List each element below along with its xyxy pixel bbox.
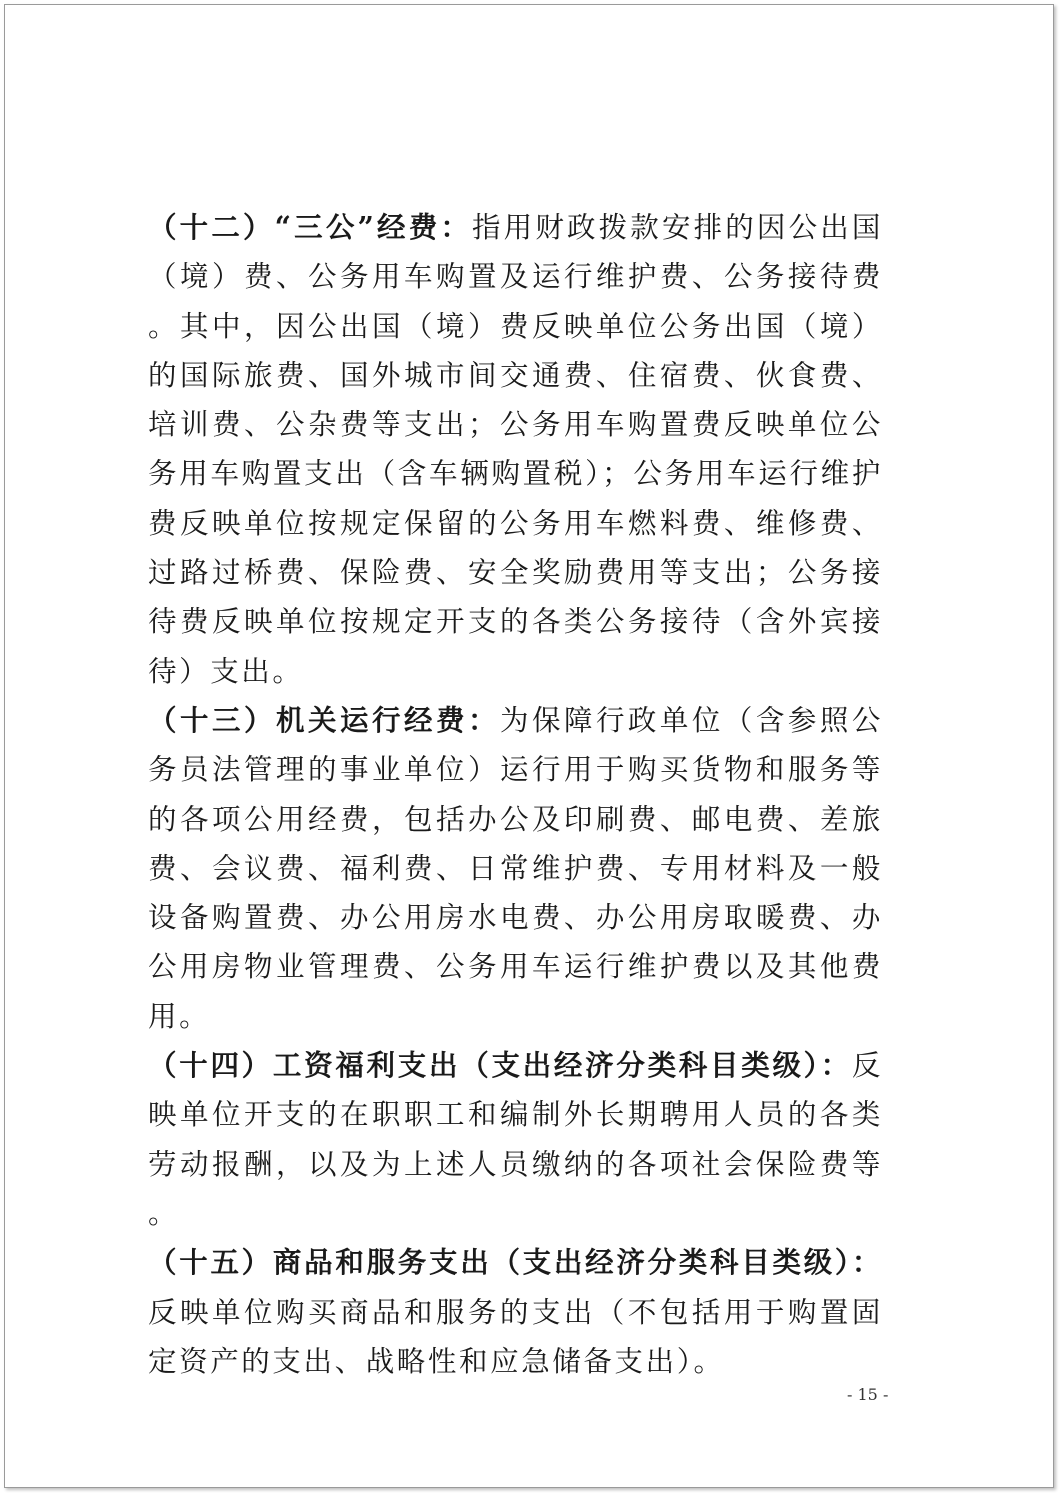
paragraph-heading: （十二）“三公”经费：: [148, 210, 473, 244]
paragraph-heading: （十五）商品和服务支出（支出经济分类科目类级）：: [148, 1245, 883, 1280]
paragraph-text: 反映单位开支的在职职工和编制外长期聘用人员的各类劳动报酬，以及为上述人员缴纳的各项社会保险费等。: [148, 1049, 883, 1230]
paragraph-heading: （十三）机关运行经费：: [148, 702, 500, 737]
paragraph-heading: （十四）工资福利支出（支出经济分类科目类级）：: [148, 1048, 852, 1083]
paragraph-thirteen: [148, 696, 883, 1041]
document-body: [148, 203, 883, 1386]
document-page: [4, 4, 1054, 1488]
paragraph-fifteen: [148, 1238, 883, 1386]
page-number: - 15 -: [847, 1385, 889, 1404]
paragraph-text: 反映单位购买商品和服务的支出（不包括用于购置固定资产的支出、战略性和应急储备支出）。: [148, 1295, 883, 1378]
paragraph-text: 为保障行政单位（含参照公务员法管理的事业单位）运行用于购买货物和服务等的各项公用经费，包括办公及印刷费、邮电费、差旅费、会议费、福利费、日常维护费、专用材料及一般设备购置费、办公用房水电费、办公用房取暖费、办公用房物业管理费、公务用车运行维护费以及其他费用。: [148, 703, 883, 1033]
paragraph-text: 指用财政拨款安排的因公出国（境）费、公务用车购置及运行维护费、公务接待费。其中，因公出国（境）费反映单位公务出国（境）的国际旅费、国外城市间交通费、住宿费、伙食费、培训费、公杂费等支出；公务用车购置费反映单位公务用车购置支出（含车辆购置税）；公务用车运行维护费反映单位按规定保留的公务用车燃料费、维修费、过路过桥费、保险费、安全奖励费用等支出；公务接待费反映单位按规定开支的各类公务接待（含外宾接待）支出。: [148, 211, 883, 688]
paragraph-fourteen: [148, 1041, 883, 1238]
paragraph-twelve: [148, 203, 883, 696]
